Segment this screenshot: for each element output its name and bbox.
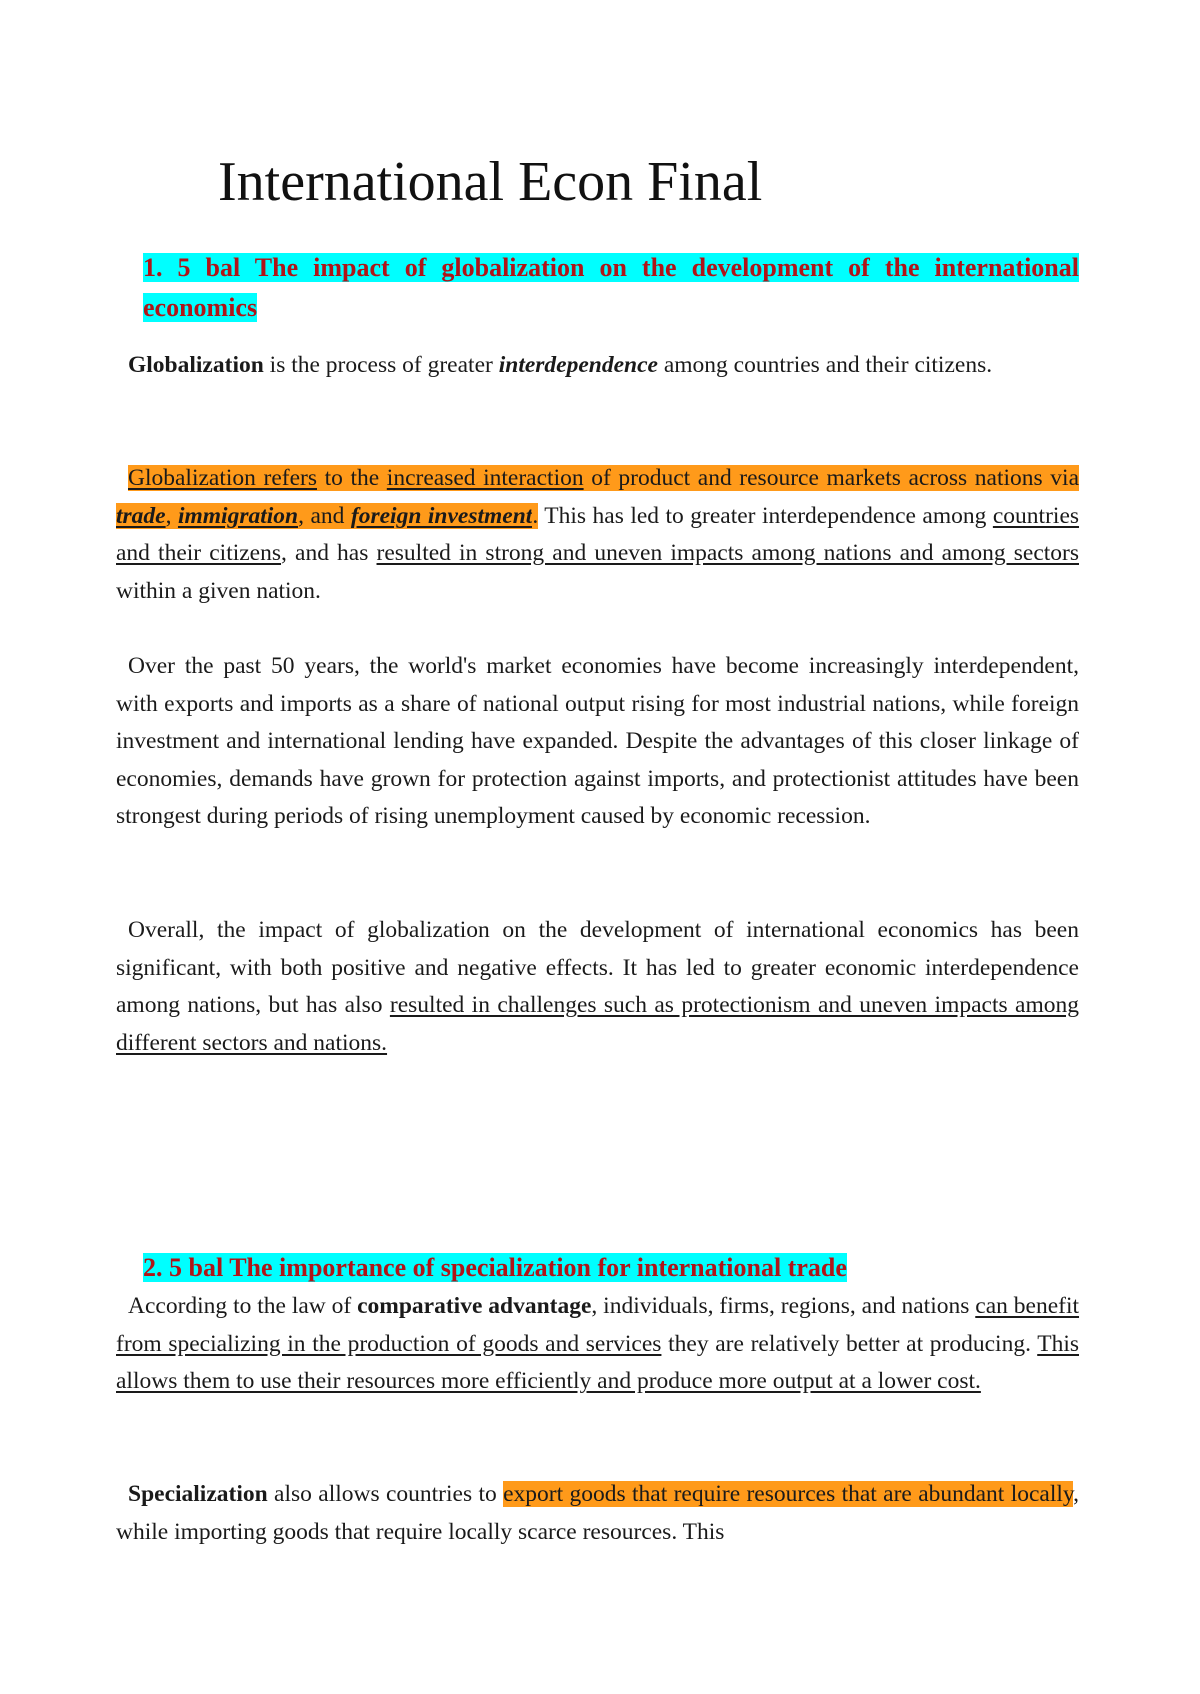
question-2-heading bbox=[143, 1248, 1079, 1288]
text-run: , while importing goods that require locally scarce resources. This bbox=[116, 1481, 1079, 1545]
text-run: also allows countries to bbox=[267, 1481, 504, 1507]
text-run: to the bbox=[317, 465, 387, 491]
text-run: , and bbox=[298, 502, 351, 529]
text-run: This has led to greater interdependence among bbox=[538, 502, 993, 529]
question-1-heading bbox=[143, 248, 1079, 328]
text-run: of product and resource markets across nations via bbox=[583, 465, 1079, 491]
q1-paragraph-2 bbox=[116, 460, 1079, 610]
term-trade: trade bbox=[116, 502, 166, 529]
term-interdependence: interdependence bbox=[498, 352, 658, 378]
text-run: , bbox=[165, 502, 178, 529]
underline-countries-citizens: countries and their citizens bbox=[116, 502, 1080, 567]
text-run: According to the law of bbox=[128, 1293, 358, 1319]
highlight-increased-interaction: increased interaction bbox=[386, 465, 584, 491]
text-run: , individuals, firms, regions, and nations bbox=[591, 1293, 976, 1319]
text-run: within a given nation. bbox=[116, 577, 321, 604]
text-run: is the process of greater bbox=[263, 352, 499, 378]
question-1-heading-text: 1. 5 bal The impact of globalization on the development of the international economics bbox=[143, 253, 1079, 322]
document-title: International Econ Final bbox=[218, 151, 763, 213]
q1-paragraph-4 bbox=[116, 912, 1079, 1062]
text-run: Over the past 50 years, the world's market economies have become increasingly interdependent, with exports and imports as a share of national output rising for most industrial nations, while foreign investment and international lending have expanded. Despite the advantages of this closer linkage of economies, demands have grown for protection against imports, and protectionist attitudes have been strongest during periods of rising unemployment caused by economic recession. bbox=[116, 653, 1079, 830]
term-comparative-advantage: comparative advantage bbox=[357, 1293, 592, 1319]
underline-resources-efficiently: This allows them to use their resources more efficiently and produce more output at a lower cost. bbox=[116, 1330, 1079, 1395]
term-specialization: Specialization bbox=[128, 1481, 268, 1507]
underline-challenges: resulted in challenges such as protectionism and uneven impacts among different sectors and nations. bbox=[116, 992, 1079, 1056]
text-run: they are relatively better at producing. bbox=[661, 1330, 1038, 1357]
term-foreign-investment: foreign investment bbox=[350, 502, 533, 529]
q1-paragraph-3 bbox=[116, 648, 1079, 836]
term-globalization: Globalization bbox=[128, 352, 264, 378]
term-immigration: immigration bbox=[177, 502, 299, 529]
question-2-heading-text: 2. 5 bal The importance of specialization for international trade bbox=[143, 1253, 847, 1282]
q2-paragraph-1 bbox=[116, 1288, 1079, 1401]
text-run: . bbox=[532, 502, 539, 529]
q2-paragraph-2 bbox=[116, 1476, 1079, 1551]
underline-benefit-specializing: can benefit from specializing in the production of goods and services bbox=[116, 1293, 1080, 1357]
text-run: among countries and their citizens. bbox=[657, 352, 993, 378]
underline-uneven-impacts: resulted in strong and uneven impacts among nations and among sectors bbox=[376, 540, 1079, 567]
q1-paragraph-1 bbox=[116, 347, 1079, 385]
highlight-export-goods: export goods that require resources that are abundant locally bbox=[503, 1481, 1074, 1507]
text-run: , and has bbox=[281, 540, 377, 567]
text-run: Overall, the impact of globalization on the development of international economics has been significant, with both positive and negative effects. It has led to greater economic interdependence among nations, but has also bbox=[116, 917, 1079, 1019]
highlight-globalization-refers: Globalization refers bbox=[128, 465, 317, 491]
